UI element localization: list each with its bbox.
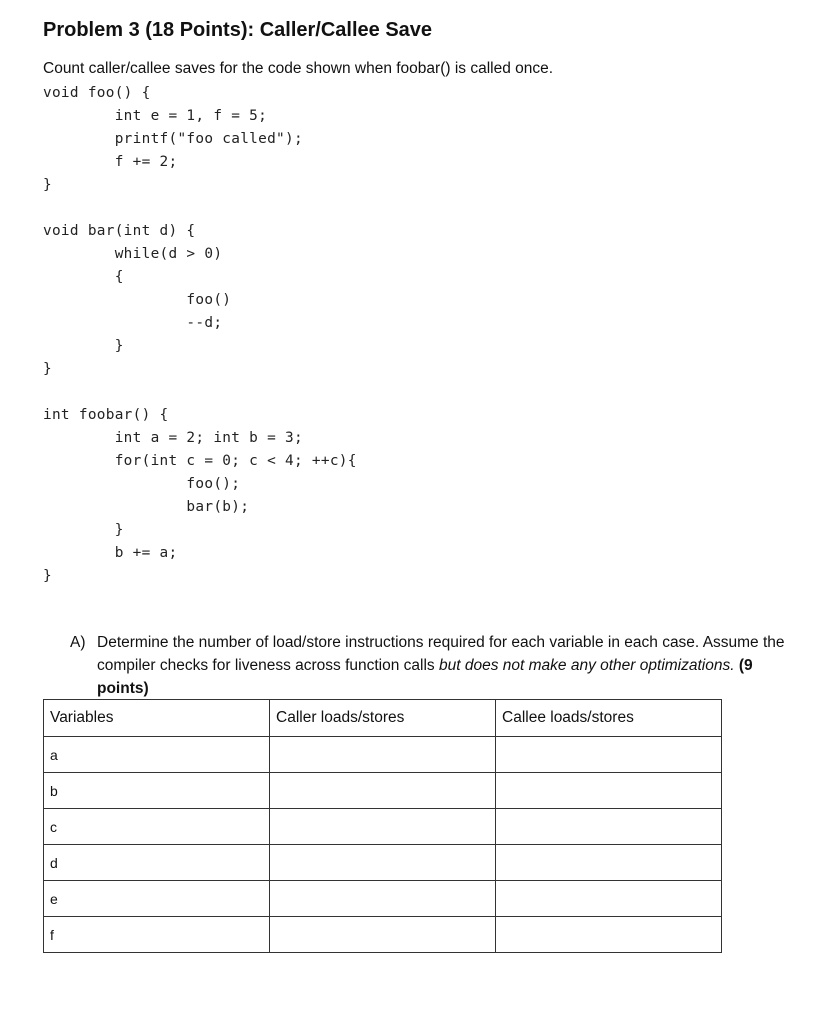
variable-cell: e (44, 881, 270, 917)
table-row (44, 917, 722, 953)
variable-cell: b (44, 773, 270, 809)
variable-cell: f (44, 917, 270, 953)
caller-cell[interactable] (270, 917, 496, 953)
table-header-row (44, 700, 722, 737)
code-line: } (43, 361, 52, 377)
problem-title: Problem 3 (18 Points): Caller/Callee Save (43, 19, 433, 41)
table-row (44, 845, 722, 881)
table-row (44, 881, 722, 917)
code-line: } (43, 568, 52, 584)
code-line: bar(b); (43, 499, 250, 515)
code-line: int foobar() { (43, 407, 169, 423)
code-line: foo(); (43, 476, 241, 492)
code-line: int a = 2; int b = 3; (43, 430, 303, 446)
callee-cell[interactable] (496, 917, 722, 953)
callee-cell[interactable] (496, 773, 722, 809)
callee-cell[interactable] (496, 845, 722, 881)
header-callee: Callee loads/stores (496, 700, 722, 737)
problem-intro: Count caller/callee saves for the code shown when foobar() is called once. (43, 60, 554, 77)
variable-cell: a (44, 737, 270, 773)
table-row (44, 773, 722, 809)
table-row (44, 809, 722, 845)
code-line: f += 2; (43, 154, 178, 170)
question-letter: A) (70, 634, 86, 651)
table-row (44, 737, 722, 773)
variable-cell: c (44, 809, 270, 845)
code-line: { (43, 269, 124, 285)
question-points: (9 points) (97, 657, 753, 697)
caller-cell[interactable] (270, 737, 496, 773)
question-text-main: Determine the number of load/store instructions required for each variable in each case. Assume the compiler checks for liveness across function calls (97, 634, 785, 674)
caller-cell[interactable] (270, 845, 496, 881)
callee-cell[interactable] (496, 881, 722, 917)
code-line: foo() (43, 292, 232, 308)
code-line: int e = 1, f = 5; (43, 108, 268, 124)
header-caller: Caller loads/stores (270, 700, 496, 737)
code-line: while(d > 0) (43, 246, 223, 262)
code-line: for(int c = 0; c < 4; ++c){ (43, 453, 357, 469)
caller-cell[interactable] (270, 809, 496, 845)
code-line: } (43, 338, 124, 354)
variable-cell: d (44, 845, 270, 881)
code-line: void foo() { (43, 85, 151, 101)
question-text (97, 631, 787, 700)
code-line: b += a; (43, 545, 178, 561)
callee-cell[interactable] (496, 809, 722, 845)
code-line: } (43, 522, 124, 538)
code-block (43, 82, 357, 588)
code-line: printf("foo called"); (43, 131, 303, 147)
code-line: void bar(int d) { (43, 223, 196, 239)
code-line: --d; (43, 315, 223, 331)
header-variables: Variables (44, 700, 270, 737)
caller-cell[interactable] (270, 881, 496, 917)
caller-cell[interactable] (270, 773, 496, 809)
callee-cell[interactable] (496, 737, 722, 773)
table-body (44, 737, 722, 953)
code-line: } (43, 177, 52, 193)
answer-table (43, 699, 722, 953)
question-text-italic: but does not make any other optimizations. (439, 657, 735, 674)
